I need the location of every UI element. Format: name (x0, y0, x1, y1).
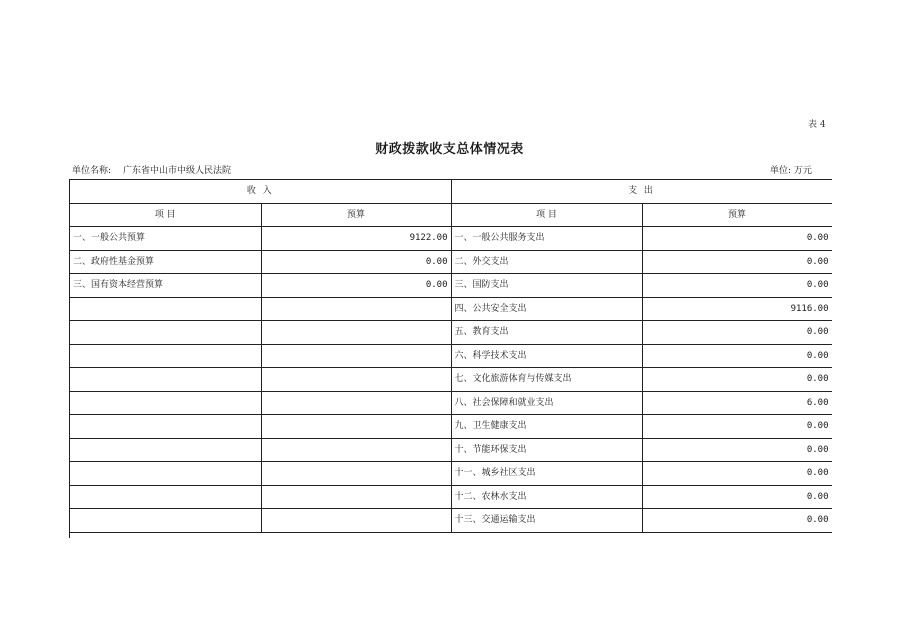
expense-item-cell: 二、外交支出 (451, 250, 642, 274)
expense-item-cell: 十、节能环保支出 (451, 438, 642, 462)
expense-item-cell: 七、文化旅游体育与传媒支出 (451, 368, 642, 392)
table-row (70, 344, 832, 368)
table-row (70, 485, 832, 509)
table-row (70, 297, 832, 321)
expense-item-cell: 九、卫生健康支出 (451, 415, 642, 439)
expense-budget-cell: 0.00 (642, 368, 832, 392)
income-item-header: 项 目 (70, 203, 261, 227)
income-item-cell: 二、政府性基金预算 (70, 250, 261, 274)
expense-budget-header: 预算 (642, 203, 832, 227)
income-item-cell (70, 438, 261, 462)
expense-budget-cell: 0.00 (642, 485, 832, 509)
budget-table (70, 180, 832, 533)
expense-budget-cell: 0.00 (642, 321, 832, 345)
table-row (70, 368, 832, 392)
expense-budget-cell: 0.00 (642, 438, 832, 462)
expense-header: 支 出 (451, 180, 832, 203)
income-item-cell (70, 321, 261, 345)
income-budget-cell (261, 344, 451, 368)
budget-table-container (69, 179, 832, 538)
expense-budget-cell: 0.00 (642, 509, 832, 533)
expense-item-header: 项 目 (451, 203, 642, 227)
expense-budget-cell: 0.00 (642, 415, 832, 439)
income-budget-cell (261, 509, 451, 533)
income-budget-cell: 9122.00 (261, 227, 451, 251)
expense-item-cell: 十一、城乡社区支出 (451, 462, 642, 486)
income-budget-cell (261, 438, 451, 462)
unit-name-row (72, 163, 231, 176)
table-row (70, 415, 832, 439)
expense-item-cell: 一、一般公共服务支出 (451, 227, 642, 251)
expense-item-cell: 八、社会保障和就业支出 (451, 391, 642, 415)
column-header-row (70, 203, 832, 227)
income-budget-cell: 0.00 (261, 274, 451, 298)
expense-budget-cell: 0.00 (642, 274, 832, 298)
table-row (70, 462, 832, 486)
income-item-cell (70, 344, 261, 368)
table-row (70, 509, 832, 533)
income-item-cell: 三、国有资本经营预算 (70, 274, 261, 298)
income-budget-cell (261, 368, 451, 392)
income-header: 收 入 (70, 180, 451, 203)
income-item-cell (70, 368, 261, 392)
table-row (70, 438, 832, 462)
expense-budget-cell: 0.00 (642, 462, 832, 486)
table-row (70, 227, 832, 251)
unit-name-label: 单位名称: (72, 166, 112, 176)
income-budget-cell (261, 391, 451, 415)
expense-budget-cell: 6.00 (642, 391, 832, 415)
page-title: 财政拨款收支总体情况表 (375, 142, 524, 157)
income-item-cell (70, 297, 261, 321)
income-item-cell (70, 415, 261, 439)
income-item-cell: 一、一般公共预算 (70, 227, 261, 251)
income-budget-cell (261, 485, 451, 509)
income-item-cell (70, 485, 261, 509)
expense-item-cell: 十三、交通运输支出 (451, 509, 642, 533)
expense-item-cell: 五、教育支出 (451, 321, 642, 345)
table-row (70, 274, 832, 298)
income-item-cell (70, 391, 261, 415)
unit-name: 广东省中山市中级人民法院 (123, 166, 232, 176)
expense-budget-cell: 9116.00 (642, 297, 832, 321)
income-item-cell (70, 462, 261, 486)
section-header-row (70, 180, 832, 203)
income-budget-cell (261, 321, 451, 345)
expense-item-cell: 三、国防支出 (451, 274, 642, 298)
table-row (70, 250, 832, 274)
income-budget-cell (261, 297, 451, 321)
expense-budget-cell: 0.00 (642, 344, 832, 368)
income-item-cell (70, 509, 261, 533)
table-row (70, 391, 832, 415)
table-row (70, 321, 832, 345)
expense-item-cell: 十二、农林水支出 (451, 485, 642, 509)
expense-item-cell: 四、公共安全支出 (451, 297, 642, 321)
expense-item-cell: 六、科学技术支出 (451, 344, 642, 368)
income-budget-cell: 0.00 (261, 250, 451, 274)
expense-budget-cell: 0.00 (642, 227, 832, 251)
table-number: 表 4 (808, 120, 826, 130)
expense-budget-cell: 0.00 (642, 250, 832, 274)
income-budget-cell (261, 462, 451, 486)
unit-label: 单位: 万元 (770, 166, 812, 176)
income-budget-cell (261, 415, 451, 439)
income-budget-header: 预算 (261, 203, 451, 227)
